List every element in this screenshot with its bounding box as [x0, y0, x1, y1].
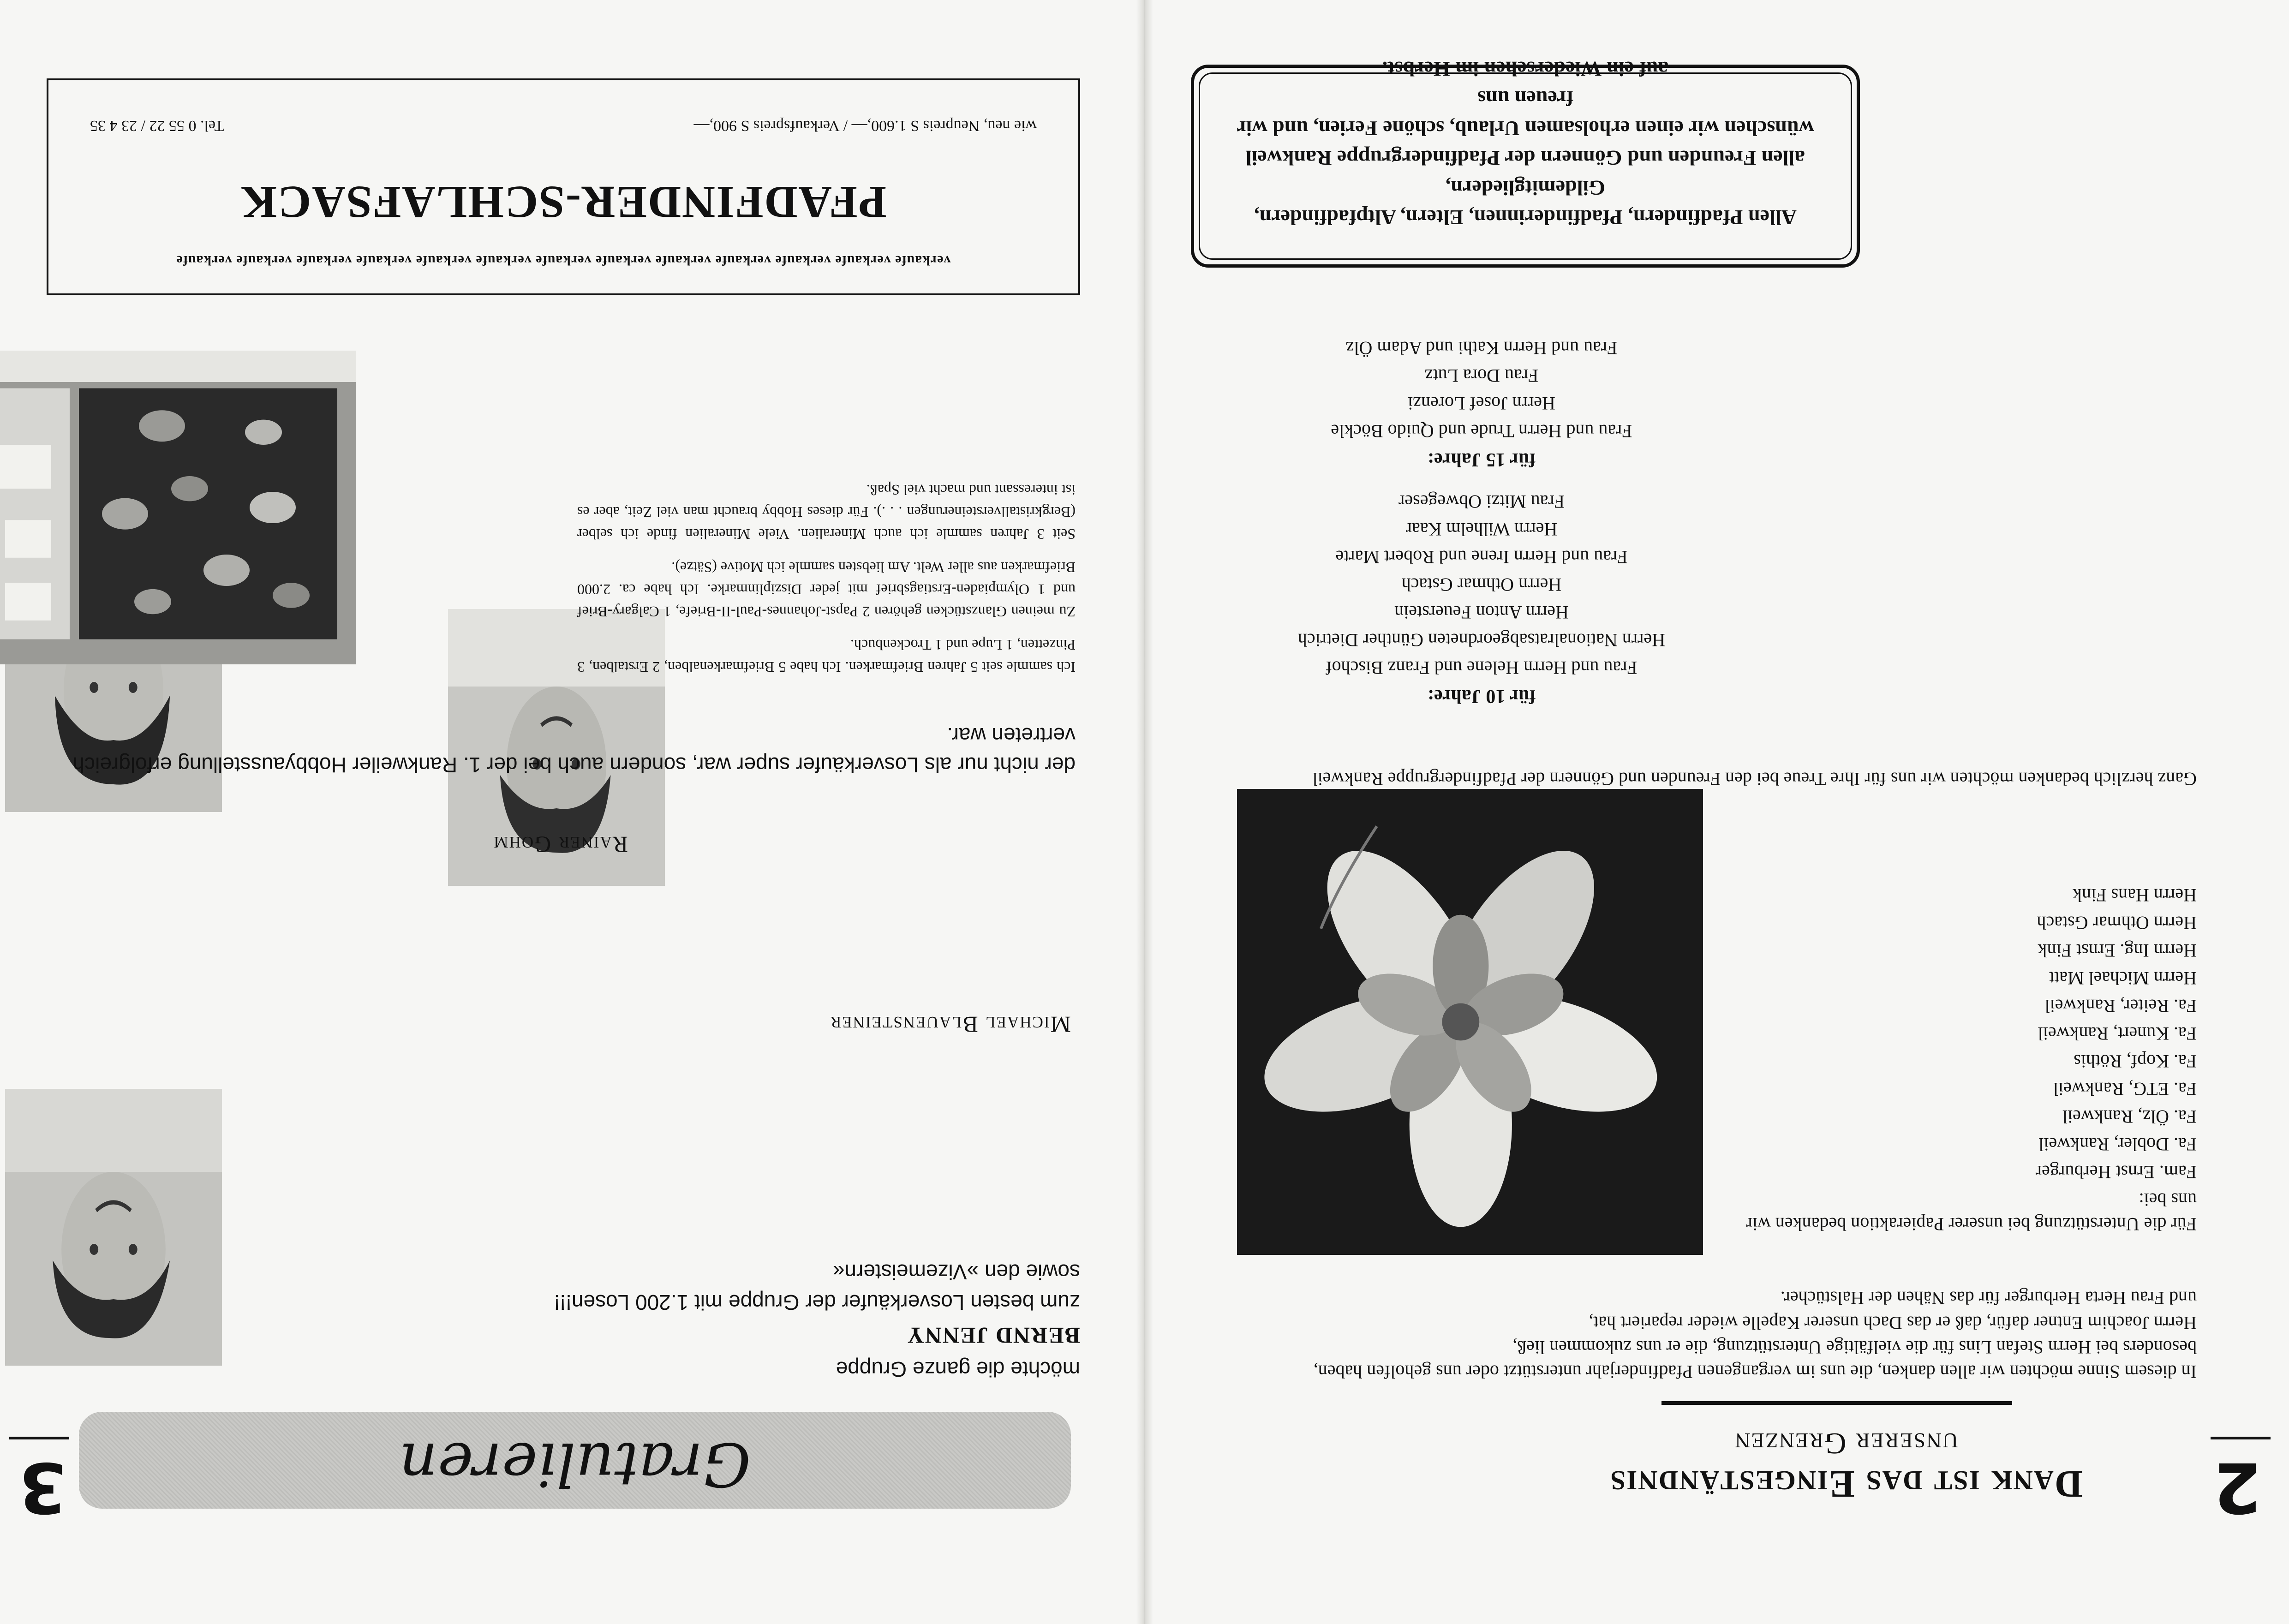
page-title — [1523, 1426, 2169, 1504]
list-item: Herrn Michael Matt — [2049, 968, 2197, 989]
congrats-line: zum besten Losverkäufer der Gruppe mit 1.200 Losen!!! — [554, 1290, 1080, 1314]
intro-text — [1228, 1286, 2197, 1384]
list-item: Frau und Herrn Kathi und Adam Ölz — [1345, 338, 1618, 358]
title-line-1: Dank ist das Eingeständnis — [1609, 1463, 2083, 1505]
page-number-rule — [9, 1437, 69, 1439]
thanks-intro: Ganz herzlich bedanken möchten wir uns für Ihre Treue bei den Freunden und Gönnern der Pfadfindergruppe Rankweil — [1312, 769, 2197, 789]
ad-topline: verkaufe verkaufe verkaufe verkaufe verkaufe verkaufe verkaufe verkaufe verkaufe verkaufe verkaufe verkaufe verkaufe — [176, 253, 951, 268]
page-2 — [1145, 0, 2289, 1624]
list-item: Fa. ETG, Rankweil — [2053, 1079, 2197, 1099]
fifteen-years-heading: für 15 Jahre: — [1427, 449, 1536, 470]
intro-paragraph: In diesem Sinne möchten wir allen danken, die uns im vergangenen Pfadfinderjahr unterstützt oder uns geholfen haben, — [1313, 1361, 2197, 1382]
ad-price: wie neu, Neupreis S 1.600,— / Verkaufspreis S 900,— — [693, 117, 1037, 134]
list-item: Fam. Ernst Herburger — [2035, 1162, 2197, 1182]
list-item: Herrn Anton Feuerstein — [1394, 602, 1569, 623]
list-item: Herrn Ing. Ernst Fink — [2038, 940, 2197, 961]
list-item: Frau und Herrn Helene und Franz Bischof — [1326, 657, 1638, 678]
portrait-image — [5, 1089, 222, 1366]
hobby-text — [577, 468, 1076, 678]
greeting-line: Allen Pfadfindern, Pfadfinderinnen, Eltern, Altpfadfindern, Gildemitgliedern, — [1254, 176, 1797, 229]
rainer-name: Rainer Gohm — [493, 832, 628, 858]
list-item: Herrn Josef Lorenzi — [1408, 393, 1555, 414]
bernd-name: BERND JENNY — [906, 1322, 1080, 1349]
hobby-paragraph: Ich sammle seit 5 Jahren Briefmarken. Ich habe 5 Briefmarkenalben, 2 Erstalben, 3 Pinzetten, 1 Lupe und 1 Trockenbuch. — [577, 637, 1076, 675]
page-number-rule — [2211, 1437, 2271, 1439]
banner-title: Gratulieren — [399, 1429, 751, 1499]
ten-years-heading: für 10 Jahre: — [1427, 686, 1536, 707]
list-item: Herrn Hans Fink — [2073, 885, 2197, 906]
list-item: Herrn Nationalratsabgeordneten Günther Dietrich — [1297, 630, 1666, 651]
title-underline — [1661, 1401, 2012, 1405]
list-item: Fa. Kunert, Rankweil — [2038, 1023, 2197, 1044]
list-item: Frau und Herrn Trude und Quido Böckle — [1331, 421, 1632, 442]
rainer-text: der nicht nur als Losverkäufer super war, sondern auch bei der 1. Rankweiler Hobbyausstellung erfolgreich vertreten war. — [72, 723, 1076, 777]
greeting-text — [1217, 54, 1834, 232]
list-item: Fa. Reiter, Rankweil — [2044, 996, 2197, 1016]
intro-paragraph: Herrn Joachim Entner dafür, daß er das Dach unserer Kapelle wieder repariert hat, — [1589, 1312, 2197, 1333]
list-item: Fa. Kopf, Röthis — [2074, 1051, 2197, 1072]
list-item: Fa. Dobler, Rankweil — [2038, 1134, 2197, 1155]
list-item: Herrn Othmar Gstach — [2037, 913, 2197, 933]
ad-title: PFADFINDER-SCHLAFSACK — [240, 177, 887, 228]
greeting-box — [1191, 57, 1860, 268]
list-item: Fa. Ölz, Rankweil — [2062, 1106, 2197, 1127]
list-item: Herrn Othmar Gstach — [1401, 574, 1562, 595]
greeting-line: auf ein Wiedersehen im Herbst. — [1382, 57, 1669, 81]
michael-name: Michael Blauensteiner — [829, 1012, 1071, 1038]
sponsor-list — [1781, 881, 2197, 1186]
ad-phone: Tel. 0 55 22 / 23 4 35 — [90, 117, 224, 134]
congrats-line: möchte die ganze Gruppe — [836, 1357, 1080, 1381]
greeting-line: wünschen wir einen erholsamen Urlaub, schöne Ferien, und wir freuen uns — [1237, 87, 1814, 140]
list-item: Frau und Herrn Irene und Robert Marte — [1335, 547, 1628, 567]
intro-paragraph: und Frau Herta Herburger für das Nähen der Halstücher. — [1780, 1288, 2197, 1309]
hobby-paragraph: Zu meinen Glanzstücken gehören 2 Papst-Johannes-Paul-II-Briefe, 1 Calgary-Brief und 1 Olympiaden-Erstiagsbrief mit jeder Disziplinmarke. Ich habe ca. 2.000 Briefmarken aus aller Welt. Am liebsten sammle ich Motive (Sätze). — [577, 559, 1076, 620]
list-item: Frau Dora Lutz — [1424, 365, 1539, 386]
hobby-paragraph: Seit 3 Jahren sammle ich auch Mineralien. Viele Mineralien finde ich selber (Bergkristallversteinerungen . . .). Für dieses Hobby braucht man viel Zeit, aber es ist interessant und macht viel Spaß. — [577, 482, 1076, 543]
minerals-photo — [0, 351, 356, 664]
page-number: 3 — [18, 1447, 67, 1527]
list-item: Herrn Wilhelm Kaar — [1405, 519, 1558, 540]
flower-image — [1237, 789, 1703, 1255]
exhibition-image — [0, 351, 356, 664]
intro-paragraph: besonders bei Herrn Stefan Lins für die vielfältige Unterstützung, die er uns zukommen ließ, — [1512, 1337, 2197, 1358]
gratulieren-banner — [79, 1412, 1071, 1509]
papier-intro: Für die Unterstützung bei unserer Papieraktion bedanken wir uns bei: — [1746, 1189, 2197, 1235]
flower-photo — [1237, 789, 1703, 1255]
list-item: Frau Mitzi Obwegeser — [1399, 491, 1565, 512]
title-line-2: unserer Grenzen — [1734, 1426, 1958, 1460]
congrats-line: sowie den »Vizemeistern« — [832, 1260, 1080, 1284]
greeting-line: allen Freunden und Gönnern der Pfadfindergruppe Rankweil — [1245, 146, 1805, 170]
classified-ad — [47, 78, 1080, 295]
bernd-congrats — [434, 1257, 1080, 1384]
page-number: 2 — [2213, 1447, 2261, 1527]
bernd-photo — [5, 1089, 222, 1366]
loyalty-list — [1228, 334, 1735, 710]
